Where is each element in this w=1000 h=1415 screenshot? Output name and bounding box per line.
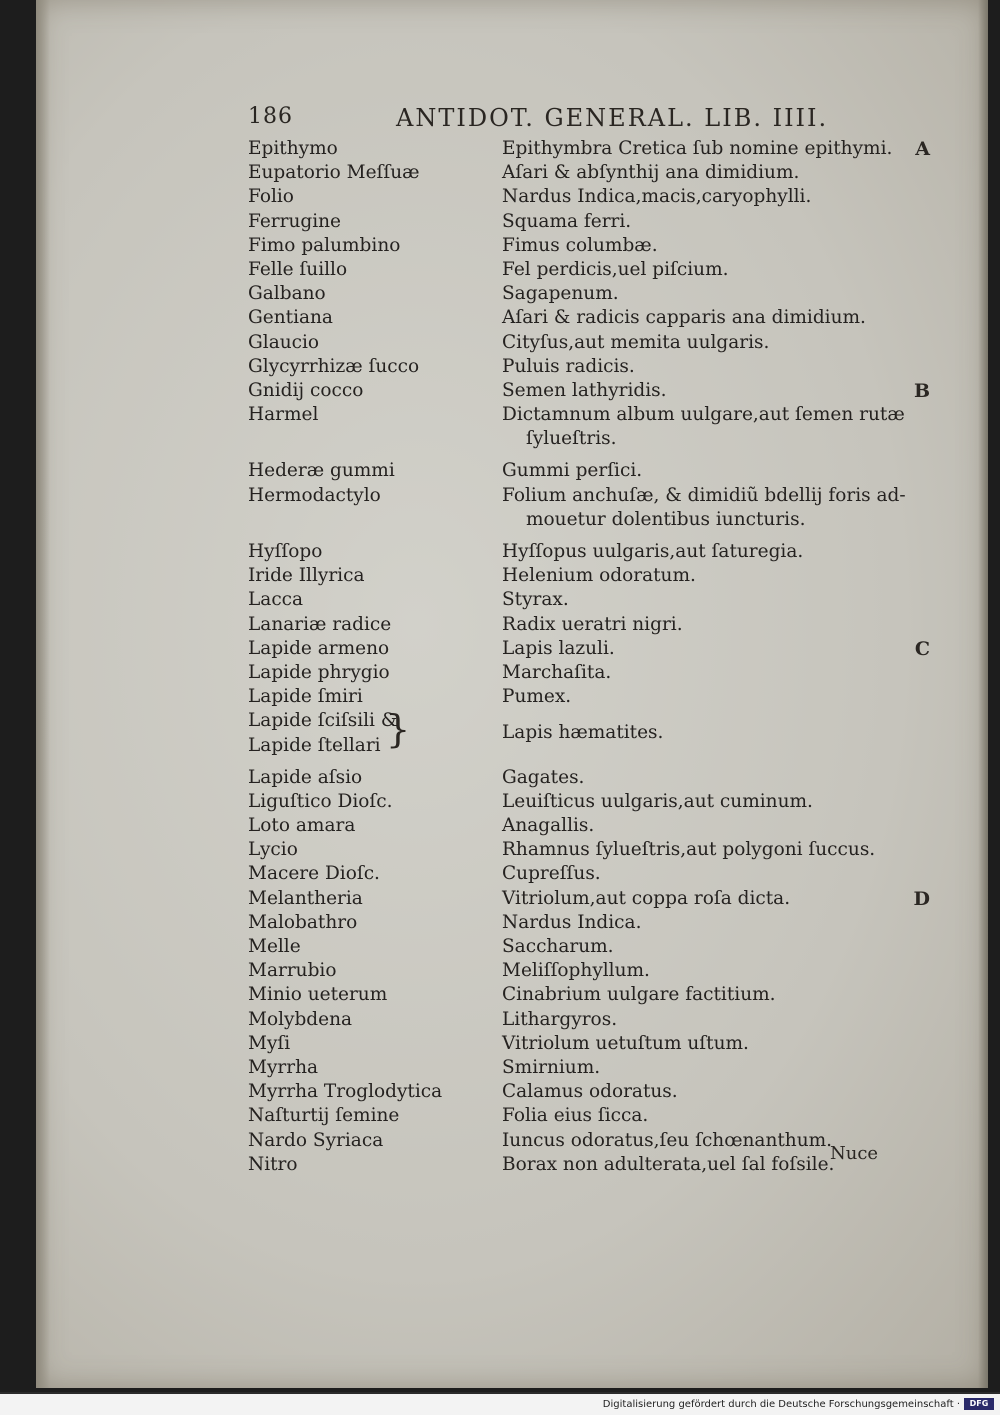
drug-name: Ferrugine [248, 210, 341, 232]
substitute-text: Saccharum. [502, 936, 614, 957]
table-row [36, 307, 988, 331]
table-row [36, 984, 988, 1008]
grouping-brace: } [386, 707, 411, 752]
table-row [36, 863, 988, 887]
substitute-text: mouetur dolentibus iuncturis. [526, 508, 806, 530]
table-row [36, 211, 988, 235]
drug-name: Myrrha [248, 1056, 319, 1078]
drug-name: Macere Dioſc. [248, 863, 380, 885]
substitute-text: Calamus odoratus. [502, 1081, 678, 1103]
substitute-text: Hyſſopus uulgaris,aut ſaturegia. [502, 541, 804, 562]
drug-name: Lapide ſciſsili & [248, 710, 398, 732]
substitute-text: Epithymbra Cretica ſub nomine epithymi. [502, 138, 893, 159]
drug-name: Melantheria [248, 887, 363, 909]
substitute-text: Puluis radicis. [502, 355, 635, 377]
drug-name: Epithymo [248, 138, 338, 159]
substitute-text: Aſari & radicis capparis ana dimidium. [502, 307, 866, 329]
drug-name: Glycyrrhizæ ſucco [248, 355, 420, 377]
substitute-text: Leuiſticus uulgaris,aut cuminum. [502, 790, 813, 812]
drug-name: Glaucio [248, 331, 320, 353]
table-row [36, 960, 988, 984]
table-row [36, 912, 988, 936]
table-row [36, 791, 988, 815]
digitization-footer [0, 1394, 1000, 1415]
table-row [36, 509, 988, 533]
substitute-text: Folium anchuſæ, & dimidiũ bdellij foris ad- [502, 484, 906, 506]
margin-section-marker: A [915, 138, 930, 160]
table-row [36, 1033, 988, 1057]
substitute-text: Marchaſita. [502, 661, 612, 683]
drug-name: Galbano [248, 283, 326, 305]
drug-name: Minio ueterum [248, 984, 388, 1006]
funding-note: Digitalisierung gefördert durch die Deutsche Forschungsgemeinschaft · [602, 1399, 960, 1410]
drug-name: Iride Illyrica [248, 565, 365, 587]
dfg-logo: DFG [964, 1398, 994, 1410]
drug-name: Lacca [248, 589, 304, 611]
table-row [36, 662, 988, 686]
drug-name: Gnidij cocco [248, 379, 364, 401]
table-row [36, 332, 988, 356]
table-row [36, 283, 988, 307]
substitute-text: Fimus columbæ. [502, 234, 658, 256]
substitute-text: ſylueſtris. [526, 428, 617, 450]
table-row [36, 686, 988, 710]
table-row [36, 815, 988, 839]
book-page [36, 0, 988, 1388]
table-row [36, 565, 988, 589]
table-row [36, 356, 988, 380]
margin-section-marker: B [913, 379, 930, 402]
drug-name: Lapide ſmiri [248, 686, 363, 708]
table-row [36, 460, 988, 484]
drug-name: Myſi [248, 1032, 291, 1054]
drug-name: Lapide ſtellari [248, 734, 381, 756]
drug-name: Liguſtico Dioſc. [248, 790, 393, 812]
substitute-text: Radix ueratri nigri. [502, 613, 683, 635]
drug-name: Fimo palumbino [248, 234, 401, 256]
drug-name: Eupatorio Meſſuæ [248, 162, 420, 184]
substitute-text: Nardus Indica. [502, 911, 642, 933]
drug-name: Lapide phrygio [248, 661, 390, 683]
drug-name: Lapide aſsio [248, 766, 363, 788]
substitute-text: Sagapenum. [502, 283, 619, 305]
drug-name: Gentiana [248, 307, 333, 329]
substitute-text: Iuncus odoratus,ſeu ſchœnanthum. [502, 1129, 833, 1151]
substitute-text: Squama ferri. [502, 210, 632, 232]
drug-name: Molybdena [248, 1008, 353, 1030]
substitute-text: Cinabrium uulgare factitium. [502, 984, 776, 1006]
catchword: Nuce [830, 1143, 879, 1164]
table-row [36, 589, 988, 613]
substitute-text: Vitriolum uetuſtum uſtum. [502, 1032, 749, 1054]
substitute-text: Dictamnum album uulgare,aut ſemen rutæ [502, 404, 905, 426]
table-row [36, 186, 988, 210]
substitute-text: Styrax. [502, 589, 569, 611]
table-row [36, 839, 988, 863]
substitute-text: Cupreſſus. [502, 863, 601, 885]
table-row [36, 936, 988, 960]
drug-name: Harmel [248, 404, 319, 426]
substitute-text: Fel perdicis,uel piſcium. [502, 258, 729, 280]
substitute-text: Semen lathyridis. [502, 379, 667, 401]
substitute-text: Lapis lazuli. [502, 637, 615, 659]
table-row [36, 541, 988, 565]
running-head [248, 104, 888, 136]
drug-name: Lapide armeno [248, 637, 390, 659]
substitute-text: Cityſus,aut memita uulgaris. [502, 331, 770, 353]
table-row [36, 162, 988, 186]
substitute-text: Rhamnus ſylueſtris,aut polygoni ſuccus. [502, 839, 876, 861]
table-row [36, 1105, 988, 1129]
drug-name: Marrubio [248, 960, 337, 982]
drug-name: Malobathro [248, 911, 358, 933]
drug-name: Loto amara [248, 815, 356, 837]
substitute-text: Folia eius ſicca. [502, 1105, 649, 1127]
margin-section-marker: C [914, 637, 930, 660]
table-row [36, 614, 988, 638]
substitute-text: Aſari & abſynthij ana dimidium. [502, 162, 800, 184]
table-row [36, 138, 988, 162]
table-row [36, 1081, 988, 1105]
table-row [36, 485, 988, 509]
margin-section-marker: D [913, 887, 930, 910]
substitute-text: Gummi perſici. [502, 460, 643, 482]
substitute-text: Helenium odoratum. [502, 565, 696, 587]
substitute-text: Meliſſophyllum. [502, 960, 650, 982]
table-row [36, 735, 988, 759]
substitute-text: Borax non adulterata,uel ſal foſsile. [502, 1153, 835, 1175]
table-row [36, 638, 988, 662]
table-row [36, 259, 988, 283]
drug-name: Nitro [248, 1153, 298, 1175]
drug-name: Hyſſopo [248, 541, 323, 562]
table-row [36, 380, 988, 404]
drug-name: Myrrha Troglodytica [248, 1081, 443, 1103]
drug-name: Melle [248, 936, 301, 957]
substitute-text: Lithargyros. [502, 1008, 618, 1030]
substitute-text: Lapis hæmatites. [502, 722, 664, 744]
table-row [36, 404, 988, 428]
substitute-text: Vitriolum,aut coppa roſa dicta. [502, 887, 791, 909]
drug-name: Nardo Syriaca [248, 1129, 384, 1151]
page-number: 186 [248, 104, 293, 129]
drug-name: Hermodactylo [248, 484, 381, 506]
table-row [36, 235, 988, 259]
substitute-text: Nardus Indica,macis,caryophylli. [502, 186, 812, 208]
drug-name: Folio [248, 186, 294, 208]
entry-list [36, 138, 988, 1178]
table-row [36, 1057, 988, 1081]
table-row [36, 888, 988, 912]
drug-name: Lycio [248, 839, 298, 861]
drug-name: Naſturtij ſemine [248, 1105, 400, 1127]
running-title: ANTIDOT. GENERAL. LIB. IIII. [396, 104, 829, 132]
drug-name: Felle ſuillo [248, 258, 348, 280]
table-row [36, 428, 988, 452]
drug-name: Lanariæ radice [248, 613, 392, 635]
drug-name: Hederæ gummi [248, 460, 395, 482]
substitute-text: Gagates. [502, 766, 585, 788]
substitute-text: Pumex. [502, 686, 572, 708]
table-row [36, 1009, 988, 1033]
substitute-text: Smirnium. [502, 1056, 601, 1078]
table-row [36, 767, 988, 791]
substitute-text: Anagallis. [502, 815, 595, 837]
